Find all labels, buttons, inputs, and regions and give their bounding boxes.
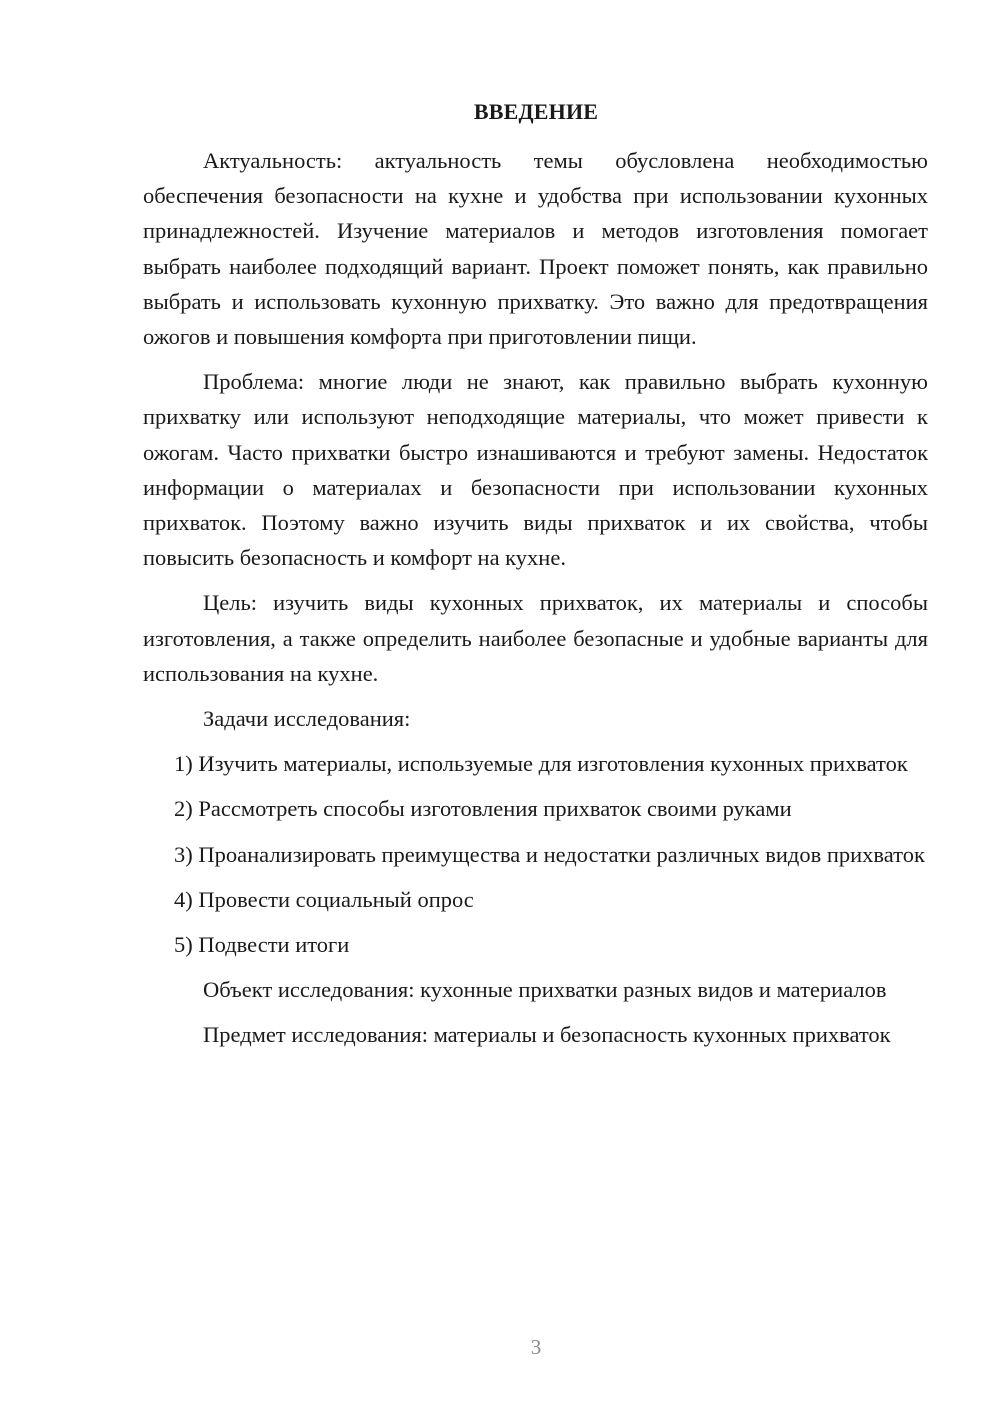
task-item: 3) Проанализировать преимущества и недостатки различных видов прихваток [174,841,925,867]
paragraph-relevance: Актуальность: актуальность темы обусловлена необходимостью обеспечения безопасности на кухне и удобства при использовании кухонных принадлежностей. Изучение материалов и методов изготовления помогает выбрать наиболее подходящий вариант. Проект поможет понять, как правильно выбрать и использовать кухонную прихватку. Это важно для предотвращения ожогов и повышения комфорта при приготовлении пищи. [143,148,928,350]
task-item: 2) Рассмотреть способы изготовления прихваток своими руками [174,796,792,822]
paragraph-subject: Предмет исследования: материалы и безопасность кухонных прихваток [203,1022,891,1048]
page-number: 3 [530,1335,542,1359]
task-item: 1) Изучить материалы, используемые для изготовления кухонных прихваток [174,751,908,777]
paragraph-problem: Проблема: многие люди не знают, как правильно выбрать кухонную прихватку или используют неподходящие материалы, что может привести к ожогам. Часто прихватки быстро изнашиваются и требуют замены. Недостаток информации о материалах и безопасности при использовании кухонных прихваток. Поэтому важно изучить виды прихваток и их свойства, чтобы повысить безопасность и комфорт на кухне. [143,369,928,571]
paragraph-tasks-heading: Задачи исследования: [203,706,411,732]
paragraph-goal: Цель: изучить виды кухонных прихваток, их материалы и способы изготовления, а также определить наиболее безопасные и удобные варианты для использования на кухне. [143,590,928,686]
task-item: 5) Подвести итоги [174,932,350,958]
page-title: ВВЕДЕНИЕ [473,99,599,124]
task-item: 4) Провести социальный опрос [174,886,474,912]
document-body [143,143,928,1063]
paragraph-object: Объект исследования: кухонные прихватки разных видов и материалов [203,977,887,1003]
